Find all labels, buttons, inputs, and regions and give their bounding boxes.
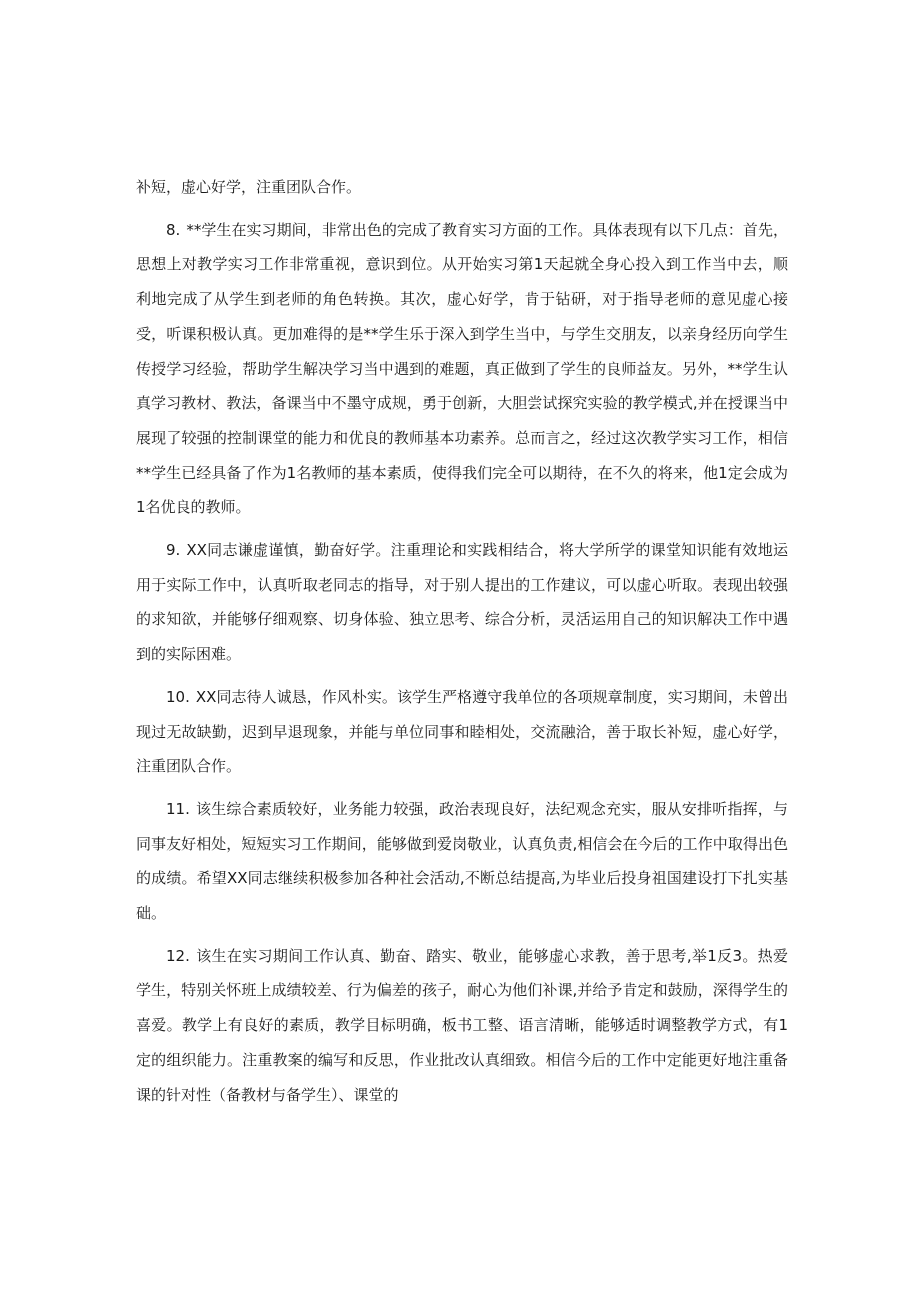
paragraph-11: [136, 792, 788, 931]
paragraph-number: 9.: [166, 541, 181, 560]
document-body: [136, 170, 788, 1120]
paragraph-number: 8.: [166, 220, 181, 239]
paragraph-continuation: [136, 170, 788, 205]
paragraph-text: **学生在实习期间，非常出色的完成了教育实习方面的工作。具体表现有以下几点：首先，思想上对教学实习工作非常重视，意识到位。从开始实习第1天起就全身心投入到工作当中去，顺利地完成了从学生到老师的角色转换。其次，虚心好学，肯于钻研，对于指导老师的意见虚心接受，听课积极认真。更加难得的是**学生乐于深入到学生当中，与学生交朋友，以亲身经历向学生传授学习经验，帮助学生解决学习当中遇到的难题，真正做到了学生的良师益友。另外，**学生认真学习教材、教法，备课当中不墨守成规，勇于创新，大胆尝试探究实验的教学模式,并在授课当中展现了较强的控制课堂的能力和优良的教师基本功素养。总而言之，经过这次教学实习工作，相信**学生已经具备了作为1名教师的基本素质，使得我们完全可以期待，在不久的将来，他1定会成为1名优良的教师。: [136, 220, 788, 517]
paragraph-text: XX同志谦虚谨慎，勤奋好学。注重理论和实践相结合，将大学所学的课堂知识能有效地运用于实际工作中，认真听取老同志的指导，对于别人提出的工作建议，可以虚心听取。表现出较强的求知欲，并能够仔细观察、切身体验、独立思考、综合分析，灵活运用自己的知识解决工作中遇到的实际困难。: [136, 541, 788, 664]
paragraph-text: 补短，虚心好学，注重团队合作。: [136, 178, 362, 196]
paragraph-number: 12.: [166, 946, 190, 965]
paragraph-text: 该生综合素质较好，业务能力较强，政治表现良好，法纪观念充实，服从安排听指挥，与同事友好相处，短短实习工作期间，能够做到爱岗敬业，认真负责,相信会在今后的工作中取得出色的成绩。希望XX同志继续积极参加各种社会活动,不断总结提高,为毕业后投身祖国建设打下扎实基础。: [136, 799, 788, 923]
paragraph-12: [136, 939, 788, 1113]
paragraph-number: 10.: [166, 687, 190, 706]
paragraph-text: 该生在实习期间工作认真、勤奋、踏实、敬业，能够虚心求教，善于思考,举1反3。热爱学生，特别关怀班上成绩较差、行为偏差的孩子，耐心为他们补课,并给予肯定和鼓励，深得学生的喜爱。教学上有良好的素质，教学目标明确，板书工整、语言清晰，能够适时调整教学方式，有1定的组织能力。注重教案的编写和反思，作业批改认真细致。相信今后的工作中定能更好地注重备课的针对性（备教材与备学生）、课堂的: [136, 946, 788, 1104]
paragraph-number: 11.: [166, 799, 190, 818]
paragraph-8: [136, 213, 788, 525]
paragraph-10: [136, 680, 788, 784]
paragraph-9: [136, 533, 788, 672]
paragraph-text: XX同志待人诚恳，作风朴实。该学生严格遵守我单位的各项规章制度，实习期间，未曾出现过无故缺勤，迟到早退现象，并能与单位同事和睦相处，交流融洽，善于取长补短，虚心好学，注重团队合作。: [136, 687, 788, 776]
